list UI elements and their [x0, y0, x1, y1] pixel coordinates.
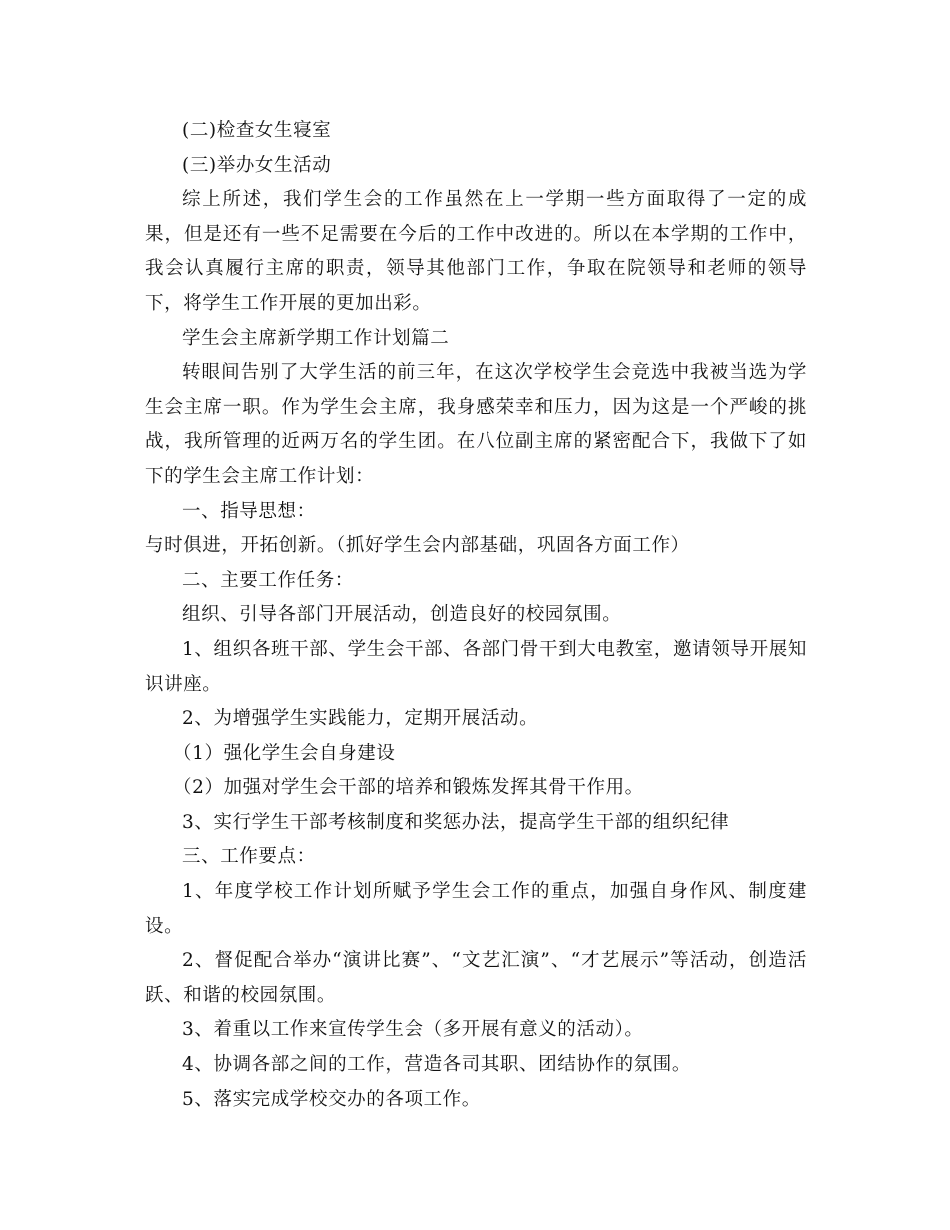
summary-paragraph: 综上所述，我们学生会的工作虽然在上一学期一些方面取得了一定的成果，但是还有一些不足需要在今后的工作中改进的。所以在本学期的工作中，我会认真履行主席的职责，领导其他部门工作，争取在院领导和老师的领导下，将学生工作开展的更加出彩。: [145, 189, 807, 314]
work-point-4: 4、协调各部之间的工作，营造各司其职、团结协作的氛围。: [182, 1054, 691, 1076]
task-item-1: 1、组织各班干部、学生会干部、各部门骨干到大电教室，邀请领导开展知识讲座。: [145, 638, 807, 695]
work-point-3: 3、着重以工作来宣传学生会（多开展有意义的活动）。: [182, 1019, 644, 1041]
section-title-part-two: 学生会主席新学期工作计划篇二: [182, 327, 450, 349]
heading-work-points: 三、工作要点：: [182, 846, 316, 868]
work-point-1: 1、年度学校工作计划所赋予学生会工作的重点，加强自身作风、制度建设。: [145, 881, 807, 937]
heading-guiding-ideas: 一、指导思想：: [182, 500, 316, 522]
task-item-3: 3、实行学生干部考核制度和奖惩办法，提高学生干部的组织纪律: [182, 811, 730, 833]
work-point-5: 5、落实完成学校交办的各项工作。: [182, 1088, 481, 1110]
subheading-female-activities: (三)举办女生活动: [182, 154, 332, 176]
document-body: [145, 114, 807, 1117]
heading-main-tasks: 二、主要工作任务：: [182, 569, 354, 591]
main-tasks-text: 组织、引导各部门开展活动，创造良好的校园氛围。: [182, 604, 622, 626]
task-item-2: 2、为增强学生实践能力，定期开展活动。: [182, 708, 539, 730]
work-point-2: 2、督促配合举办“演讲比赛”、“文艺汇演”、“才艺展示”等活动，创造活跃、和谐的校园氛围。: [145, 950, 807, 1006]
task-subitem-1: （1）强化学生会自身建设: [173, 742, 396, 764]
guiding-ideas-text: 与时俱进，开拓创新。（抓好学生会内部基础，巩固各方面工作）: [145, 535, 690, 557]
intro-paragraph: 转眼间告别了大学生活的前三年，在这次学校学生会竞选中我被当选为学生会主席一职。作为学生会主席，我身感荣幸和压力，因为这是一个严峻的挑战，我所管理的近两万名的学生团。在八位副主席的紧密配合下，我做下了如下的学生会主席工作计划：: [145, 362, 807, 487]
subheading-check-dorms: (二)检查女生寝室: [182, 120, 332, 141]
task-subitem-2: （2）加强对学生会干部的培养和锻炼发挥其骨干作用。: [173, 777, 644, 799]
